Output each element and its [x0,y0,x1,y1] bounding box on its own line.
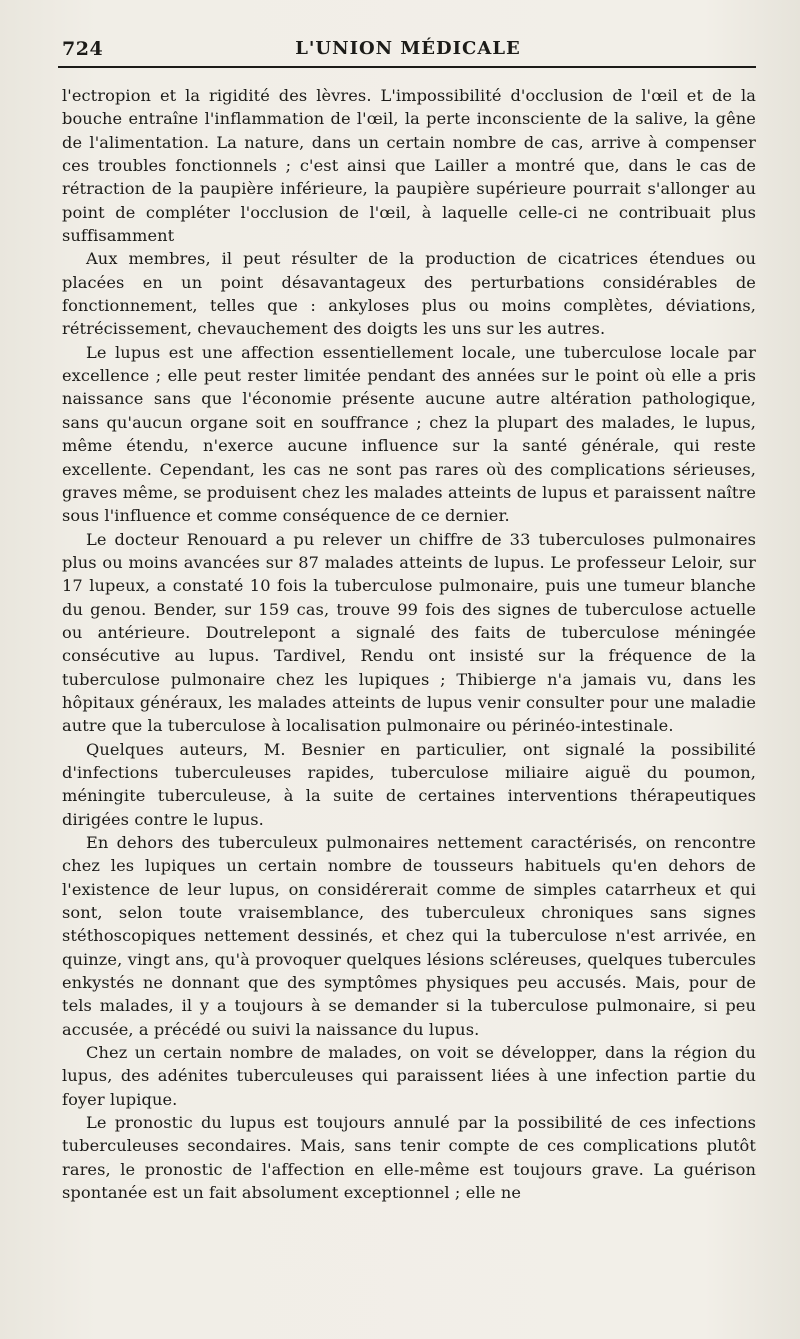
paragraph-membres: Aux membres, il peut résulter de la production de cicatrices étendues ou placées en un point désavantageux des perturbations considérables de fonctionnement, telles que : ankyloses plus ou moins complètes, déviations, rétrécissement, chevauchement des doigts les uns sur les autres. [62,249,756,339]
page-header [62,34,754,64]
header-rule [58,66,756,68]
paragraph-renouard: Le docteur Renouard a pu relever un chiffre de 33 tuberculoses pulmonaires plus ou moins avancées sur 87 malades atteints de lupus. Le professeur Leloir, sur 17 lupeux, a constaté 10 fois la tuberculose pulmonaire, puis une tumeur blanche du genou. Bender, sur 159 cas, trouve 99 fois des signes de tuberculose actuelle ou antérieure. Doutrelepont a signalé des faits de tuberculose méningée consécutive au lupus. Tardivel, Rendu ont insisté sur la fréquence de la tuberculose pulmonaire chez les lupiques ; Thibierge n'a jamais vu, dans les hôpitaux généraux, les malades atteints de lupus venir consulter pour une maladie autre que la tuberculose à localisation pulmonaire ou périnéo-intestinale. [62,529,756,736]
paragraph-adenites: Chez un certain nombre de malades, on voit se développer, dans la région du lupus, des adénites tuberculeuses qui paraissent liées à une infection partie du foyer lupique. [62,1043,756,1109]
running-title: L'UNION MÉDICALE [295,38,521,59]
paragraph-besnier: Quelques auteurs, M. Besnier en particulier, ont signalé la possibilité d'infections tuberculeuses rapides, tuberculose miliaire aiguë du poumon, méningite tuberculeuse, à la suite de certaines interventions thérapeutiques dirigées contre le lupus. [62,739,756,829]
paragraph-affection-locale: Le lupus est une affection essentiellement locale, une tuberculose locale par excellence ; elle peut rester limitée pendant des années sur le point où elle a pris naissance sans que l'économie présente aucune autre altération pathologique, sans qu'aucun organe soit en souffrance ; chez la plupart des malades, le lupus, même étendu, n'exerce aucune influence sur la santé générale, qui reste excellente. Cependant, les cas ne sont pas rares où des complications sérieuses, graves même, se produisent chez les malades atteints de lupus et paraissent naître sous l'influence et comme conséquence de ce dernier. [62,342,756,526]
body-text [62,84,756,1205]
paragraph-pronostic: Le pronostic du lupus est toujours annulé par la possibilité de ces infections tuberculeuses secondaires. Mais, sans tenir compte de ces complications plutôt rares, le pronostic de l'affection en elle-même est toujours grave. La guérison spontanée est un fait absolument exceptionnel ; elle ne [62,1113,756,1203]
page-number: 724 [62,38,104,60]
paragraph-tousseurs: En dehors des tuberculeux pulmonaires nettement caractérisés, on rencontre chez les lupiques un certain nombre de tousseurs habituels qu'en dehors de l'existence de leur lupus, on considérerait comme de simples catarrheux et qui sont, selon toute vraisemblance, des tuberculeux chroniques sans signes stéthoscopiques nettement dessinés, et chez qui la tuberculose n'est arrivée, en quinze, vingt ans, qu'à provoquer quelques lésions scléreuses, quelques tubercules enkystés ne donnant que des symptômes physiques peu accusés. Mais, pour de tels malades, il y a toujours à se demander si la tuberculose pulmonaire, si peu accusée, a précédé ou suivi la naissance du lupus. [62,833,756,1039]
paragraph-ectropion: l'ectropion et la rigidité des lèvres. L'impossibilité d'occlusion de l'œil et de la bouche entraîne l'inflammation de l'œil, la perte inconsciente de la salive, la gêne de l'alimentation. La nature, dans un certain nombre de cas, arrive à compenser ces troubles fonctionnels ; c'est ainsi que Lailler a montré que, dans le cas de rétraction de la paupière inférieure, la paupière supérieure pourrait s'allonger au point de compléter l'occlusion de l'œil, à laquelle celle-ci ne contribuait plus suffisamment [62,86,756,246]
